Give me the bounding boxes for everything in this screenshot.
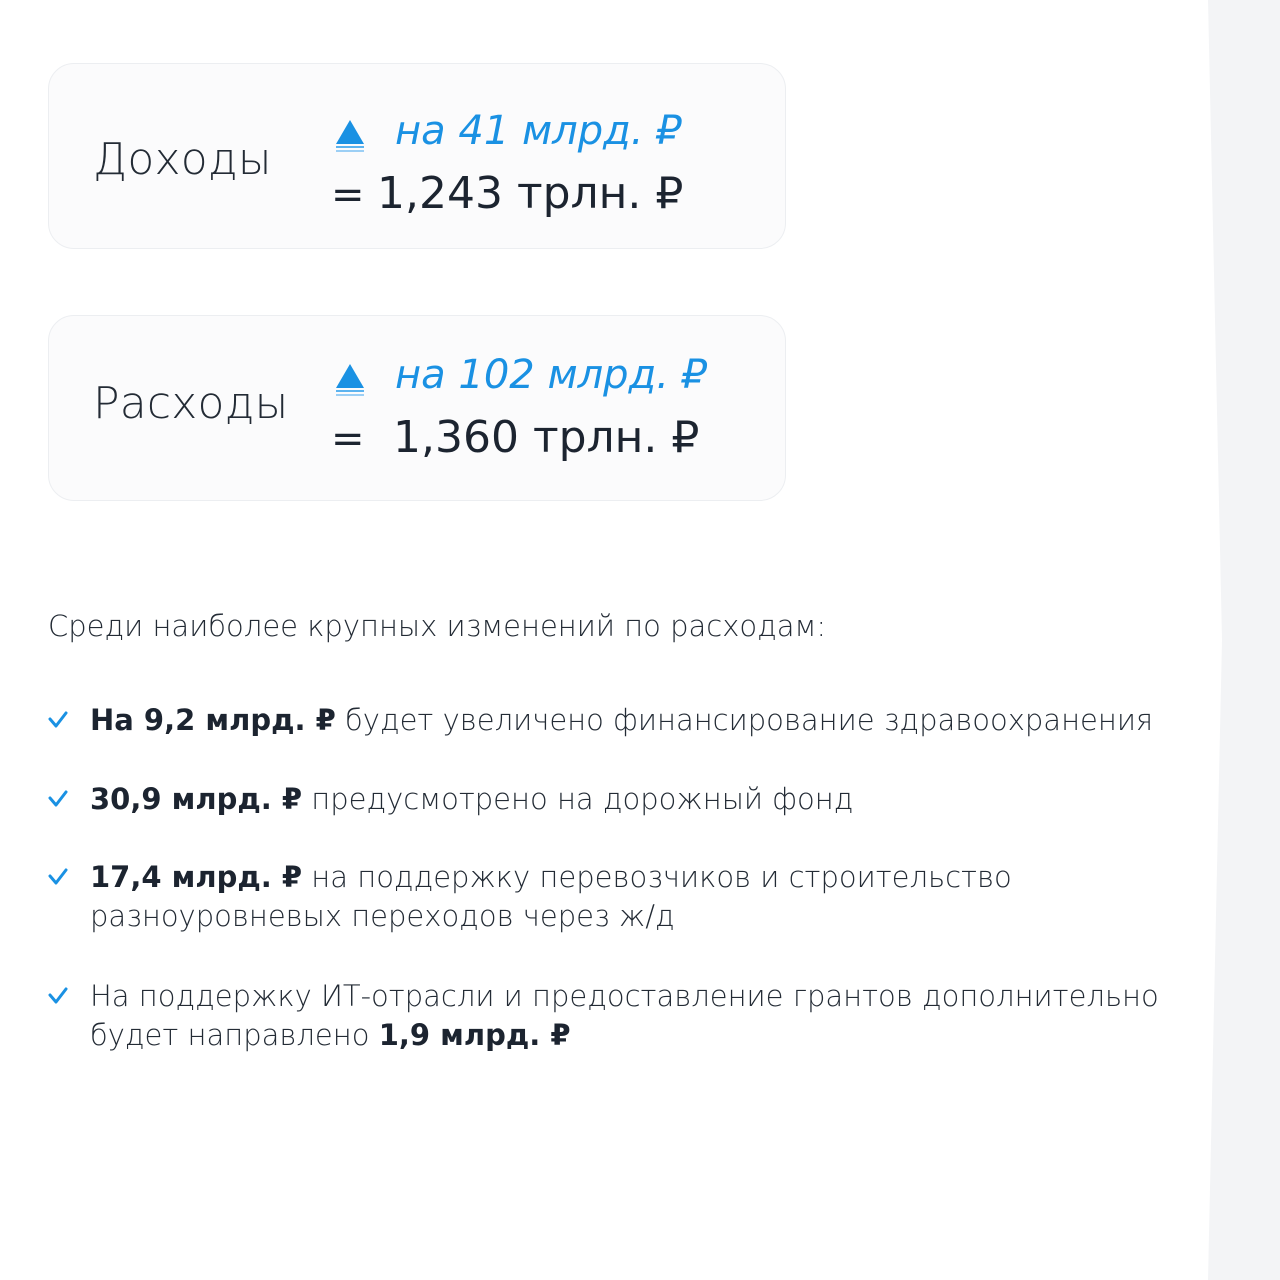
list-item-amount: 17,4 млрд. ₽ — [90, 860, 303, 894]
income-card — [48, 63, 786, 249]
expenses-change: на 102 млрд. ₽ — [395, 352, 708, 398]
list-item-text — [90, 780, 1170, 819]
list-item-amount: На 9,2 млрд. ₽ — [90, 703, 336, 737]
check-icon — [48, 987, 68, 1005]
income-change: на 41 млрд. ₽ — [395, 108, 682, 154]
list-item-description: предусмотрено на дорожный фонд — [302, 782, 854, 816]
expenses-label: Расходы — [93, 378, 289, 429]
income-total: 1,243 трлн. ₽ — [377, 168, 684, 219]
check-icon — [48, 711, 68, 729]
income-equals-sign: = — [331, 172, 365, 218]
list-item-text — [90, 858, 1170, 936]
check-icon — [48, 868, 68, 886]
list-item-description: на поддержку перевозчиков и строительство разноуровневых переходов через ж/д — [90, 860, 1012, 933]
list-item-description: будет увеличено финансирование здравоохранения — [335, 703, 1154, 737]
intro-text: Среди наиболее крупных изменений по расходам: — [48, 609, 827, 643]
list-item-description: На поддержку ИТ-отрасли и предоставление грантов дополнительно будет направлено — [90, 979, 1159, 1052]
list-item-amount: 30,9 млрд. ₽ — [90, 782, 303, 816]
up-triangle-icon — [333, 118, 367, 154]
income-label: Доходы — [93, 134, 272, 185]
up-triangle-icon — [333, 362, 367, 398]
check-icon — [48, 790, 68, 808]
expenses-equals-sign: = — [331, 416, 365, 462]
list-item-text — [90, 977, 1170, 1055]
list-item-text — [90, 701, 1170, 740]
expenses-total: 1,360 трлн. ₽ — [393, 412, 700, 463]
list-item-amount: 1,9 млрд. ₽ — [378, 1018, 571, 1052]
expenses-card — [48, 315, 786, 501]
